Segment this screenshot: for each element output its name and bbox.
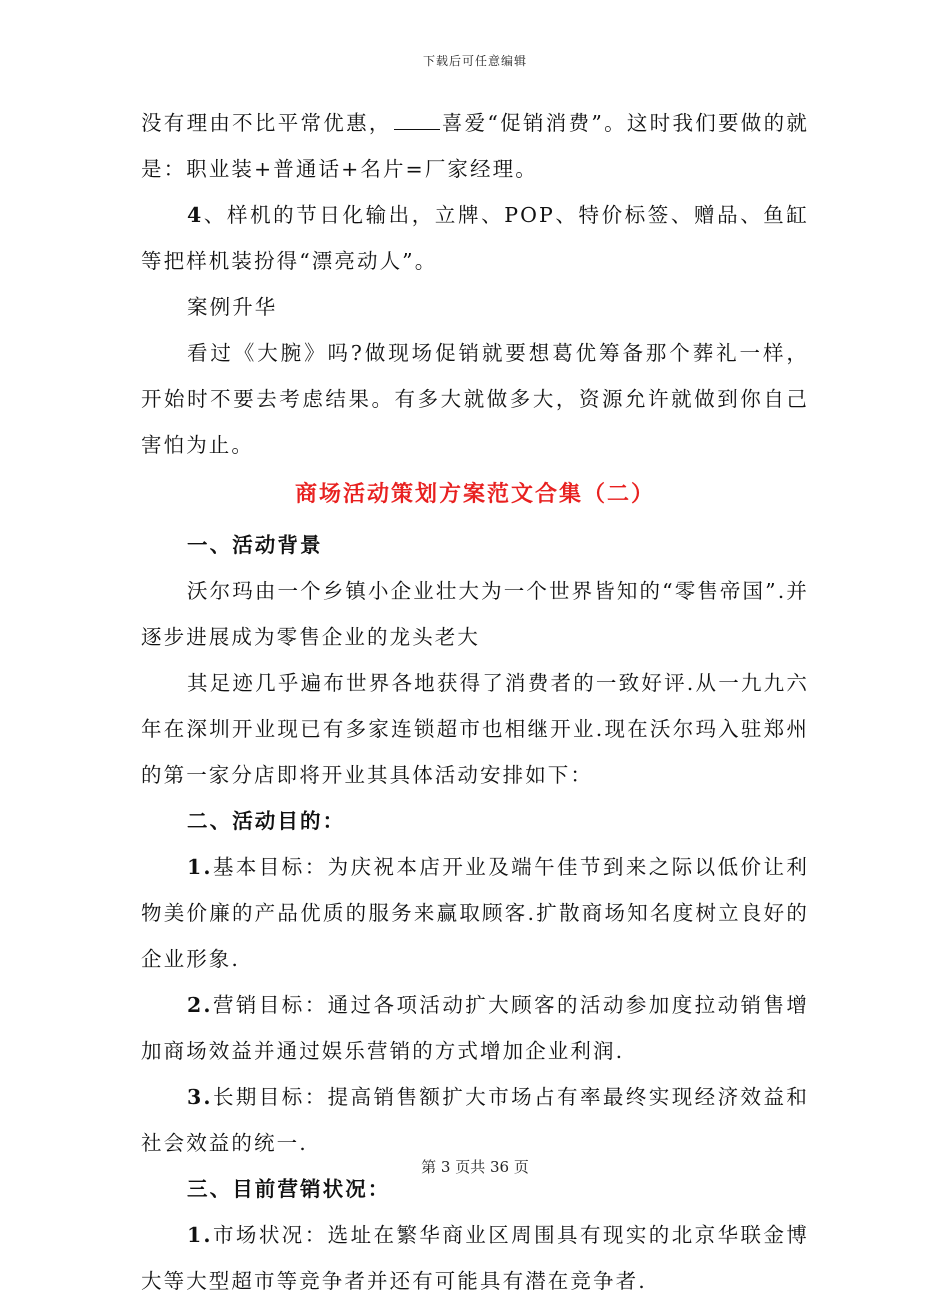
item-number: 1. xyxy=(187,855,213,879)
document-body xyxy=(141,100,809,1304)
page-header: 下载后可任意编辑 xyxy=(422,54,527,68)
item-text: 市场状况：选址在繁华商业区周围具有现实的北京华联金博大等大型超市等竞争者并还有可能具有潜在竞争者. xyxy=(141,1223,809,1293)
paragraph-continuation xyxy=(141,100,809,192)
section2-item-3 xyxy=(141,1074,809,1166)
paragraph-text: 、样机的节日化输出，立牌、POP、特价标签、赠品、鱼缸等把样机装扮得“漂亮动人”。 xyxy=(141,203,809,273)
paragraph-text: 喜爱“促销消费”。这时我们要做的就是：职业装+普通话+名片=厂家经理。 xyxy=(141,111,809,181)
paragraph-case-heading: 案例升华 xyxy=(187,295,278,319)
section3-item-1 xyxy=(141,1212,809,1304)
item-number: 3. xyxy=(187,1085,213,1109)
item-text: 长期目标：提高销售额扩大市场占有率最终实现经济效益和社会效益的统一. xyxy=(141,1085,809,1155)
item-number: 4 xyxy=(187,203,204,227)
paragraph-text: 没有理由不比平常优惠， xyxy=(141,111,392,135)
section-title: 商场活动策划方案范文合集（二） xyxy=(294,481,655,507)
blank-underline xyxy=(394,111,440,130)
item-text: 基本目标：为庆祝本店开业及端午佳节到来之际以低价让利物美价廉的产品优质的服务来赢取顾客.扩散商场知名度树立良好的企业形象. xyxy=(141,855,809,971)
item-number: 2. xyxy=(187,993,213,1017)
section1-paragraph-1: 沃尔玛由一个乡镇小企业壮大为一个世界皆知的“零售帝国”.并逐步进展成为零售企业的龙头老大 xyxy=(141,579,809,649)
item-number: 1. xyxy=(187,1223,213,1247)
page-footer: 第 3 页共 36 页 xyxy=(421,1158,529,1176)
section2-item-1 xyxy=(141,844,809,982)
section1-paragraph-2: 其足迹几乎遍布世界各地获得了消费者的一致好评.从一九九六年在深圳开业现已有多家连锁超市也相继开业.现在沃尔玛入驻郑州的第一家分店即将开业其具体活动安排如下： xyxy=(141,671,809,787)
paragraph-item-4 xyxy=(141,192,809,284)
paragraph-case-text: 看过《大腕》吗?做现场促销就要想葛优筹备那个葬礼一样，开始时不要去考虑结果。有多大就做多大，资源允许就做到你自己害怕为止。 xyxy=(141,341,809,457)
section3-heading: 三、目前营销状况： xyxy=(187,1177,391,1201)
item-text: 营销目标：通过各项活动扩大顾客的活动参加度拉动销售增加商场效益并通过娱乐营销的方式增加企业利润. xyxy=(141,993,809,1063)
section2-item-2 xyxy=(141,982,809,1074)
section2-heading: 二、活动目的： xyxy=(187,809,346,833)
section1-heading: 一、活动背景 xyxy=(187,533,323,557)
